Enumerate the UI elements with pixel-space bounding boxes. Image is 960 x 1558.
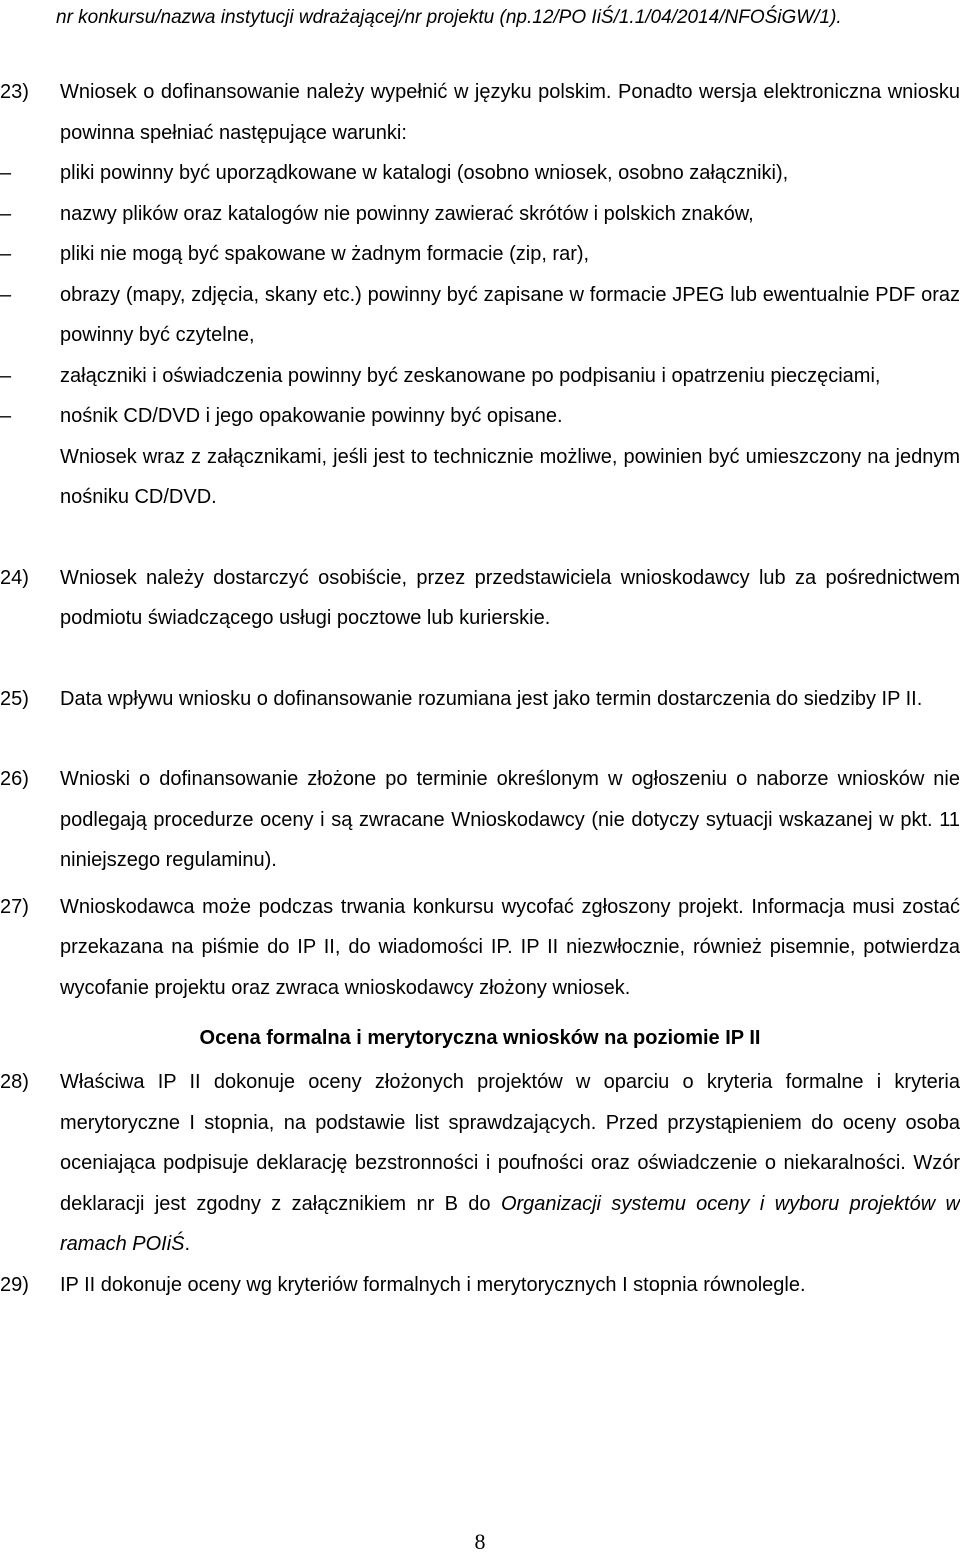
item-text: Wnioski o dofinansowanie złożone po terminie określonym w ogłoszeniu o naborze wniosków nie podlegają procedurze oceny i są zwracane Wnioskodawcy (nie dotyczy sytuacji wskazanej w pkt. 11 niniejszego regulaminu).	[60, 768, 960, 871]
list-item	[0, 234, 960, 275]
list-item-29	[0, 1265, 960, 1306]
section-heading: Ocena formalna i merytoryczna wniosków na poziomie IP II	[199, 1027, 761, 1049]
dash-bullet-icon: –	[0, 405, 12, 427]
item-text: Data wpływu wniosku o dofinansowanie rozumiana jest jako termin dostarczenia do siedziby IP II.	[60, 687, 923, 710]
item-23-closing: Wniosek wraz z załącznikami, jeśli jest to technicznie możliwe, powinien być umieszczony na jednym nośniku CD/DVD.	[60, 445, 960, 508]
bullet-text: nośnik CD/DVD i jego opakowanie powinny być opisane.	[60, 405, 563, 427]
item-text: IP II dokonuje oceny wg kryteriów formalnych i merytorycznych I stopnia równolegle.	[60, 1273, 806, 1296]
bullet-text: pliki powinny być uporządkowane w katalogi (osobno wniosek, osobno załączniki),	[60, 162, 789, 184]
document-body	[0, 72, 960, 1305]
list-item	[0, 275, 960, 356]
item-number: 26)	[0, 768, 29, 790]
item-text: Właściwa IP II dokonuje oceny złożonych projektów w oparciu o kryteria formalne i kryteria merytoryczne I stopnia, na podstawie list sprawdzających. Przed przystąpieniem do oceny osoba oceniająca podpisuje deklarację bezstronności i poufności oraz oświadczenie o niekaralności. Wzór deklaracji jest zgodny z załącznikiem nr B do	[60, 1071, 960, 1215]
dash-bullet-icon: –	[0, 162, 12, 184]
requirements-list	[0, 153, 960, 437]
bullet-text: obrazy (mapy, zdjęcia, skany etc.) powinny być zapisane w formacie JPEG lub ewentualnie PDF oraz powinny być czytelne,	[60, 283, 960, 346]
item-number: 25)	[0, 687, 29, 710]
bullet-text: pliki nie mogą być spakowane w żadnym formacie (zip, rar),	[60, 243, 590, 265]
bullet-text: załączniki i oświadczenia powinny być zeskanowane po podpisaniu i opatrzeniu pieczęciami,	[60, 364, 881, 387]
item-number: 27)	[0, 895, 29, 918]
list-item	[0, 153, 960, 194]
list-item-28	[0, 1062, 960, 1265]
dash-bullet-icon: –	[0, 364, 12, 387]
list-item	[0, 356, 960, 397]
item-number: 24)	[0, 566, 29, 589]
item-text: Wnioskodawca może podczas trwania konkursu wycofać zgłoszony projekt. Informacja musi zostać przekazana na piśmie do IP II, do wiadomości IP. IP II niezwłocznie, również pisemnie, potwierdza wycofanie projektu oraz zwraca wnioskodawcy złożony wniosek.	[60, 895, 960, 999]
list-item	[0, 194, 960, 235]
list-item-23	[0, 72, 960, 153]
item-number: 28)	[0, 1071, 29, 1093]
document-header: nr konkursu/nazwa instytucji wdrażającej/nr projektu (np.12/PO IiŚ/1.1/04/2014/NFOŚiGW/1).	[56, 7, 842, 28]
dash-bullet-icon: –	[0, 243, 12, 265]
page-number: 8	[474, 1529, 486, 1554]
bullet-text: nazwy plików oraz katalogów nie powinny zawierać skrótów i polskich znaków,	[60, 202, 754, 225]
list-item-24	[0, 558, 960, 639]
item-text: Wniosek należy dostarczyć osobiście, przez przedstawiciela wnioskodawcy lub za pośrednictwem podmiotu świadczącego usługi pocztowe lub kurierskie.	[60, 566, 960, 629]
list-item-25	[0, 679, 960, 720]
list-item	[0, 396, 960, 437]
list-item-27	[0, 887, 960, 1009]
dash-bullet-icon: –	[0, 202, 12, 225]
item-number: 23)	[0, 81, 29, 103]
item-text-end: .	[184, 1233, 191, 1255]
item-text: Wniosek o dofinansowanie należy wypełnić w języku polskim. Ponadto wersja elektroniczna wniosku powinna spełniać następujące warunki:	[60, 81, 960, 144]
item-text-italic: Organizacji systemu oceny i wyboru projektów w ramach POIiŚ	[60, 1192, 960, 1255]
dash-bullet-icon: –	[0, 283, 12, 306]
list-item-26	[0, 759, 960, 881]
item-number: 29)	[0, 1273, 29, 1296]
